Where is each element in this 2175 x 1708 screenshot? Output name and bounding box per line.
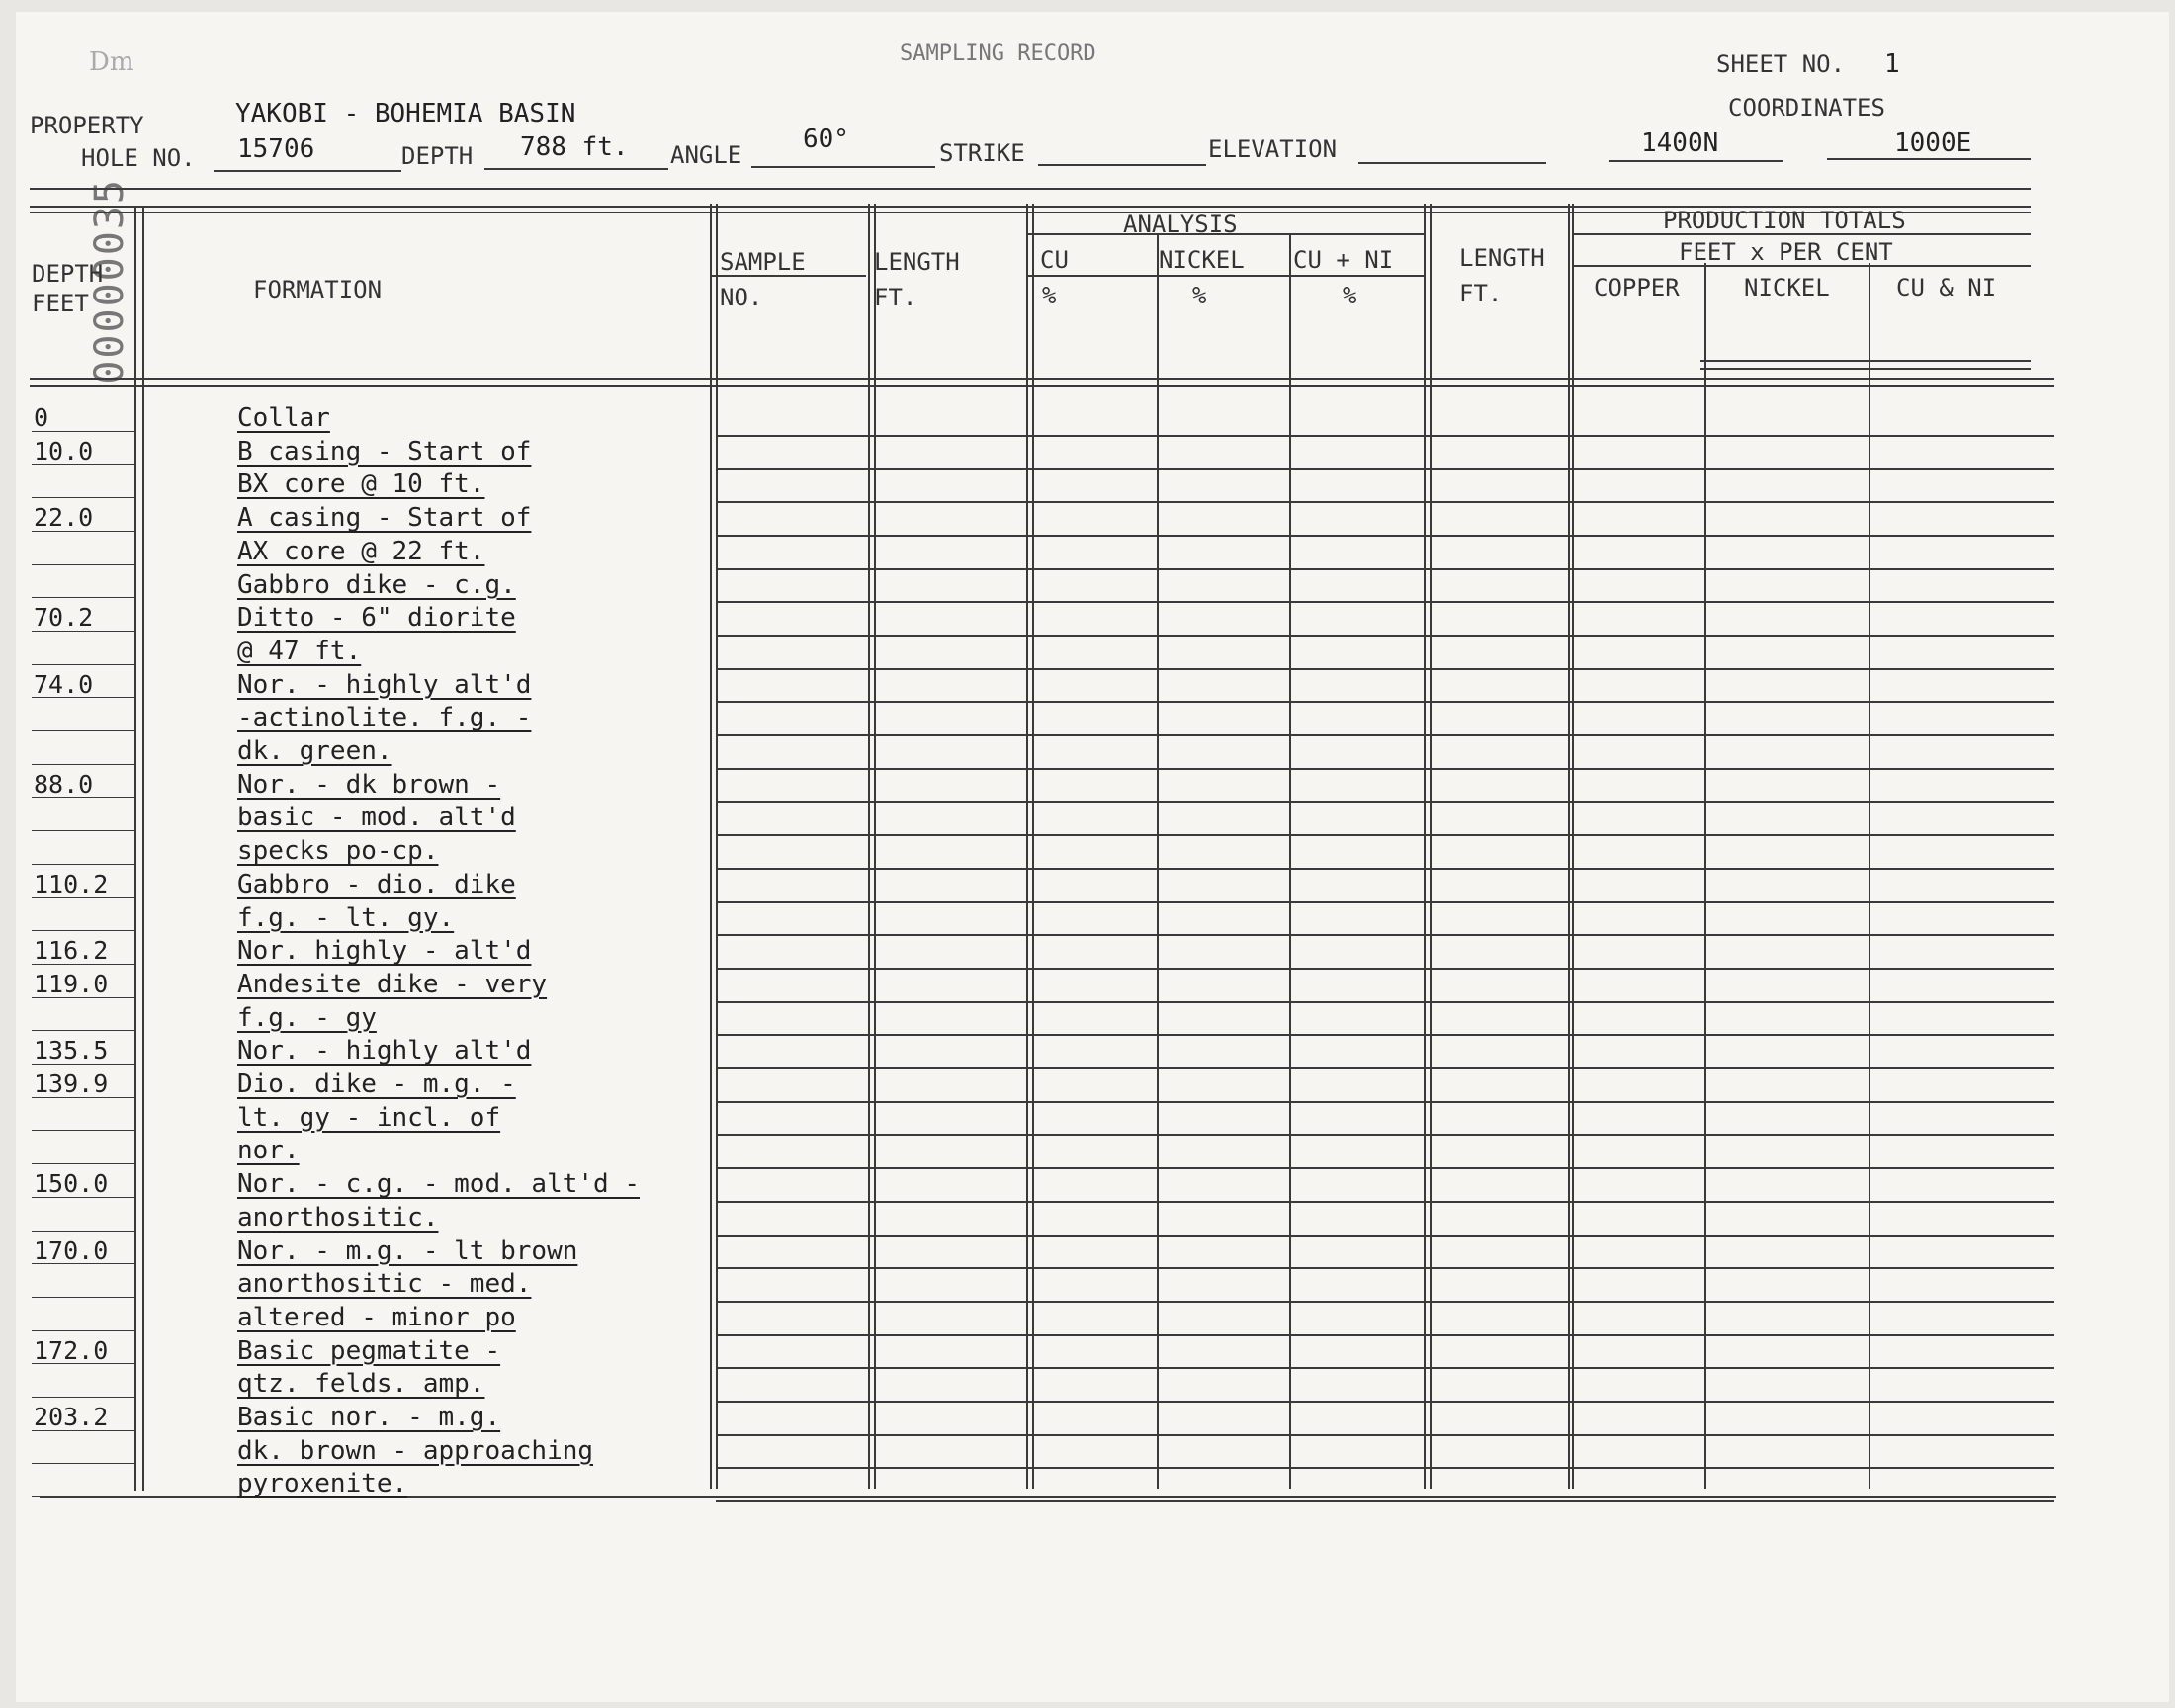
formation-cell: dk. brown - approaching bbox=[237, 1435, 594, 1466]
row-rule bbox=[716, 868, 2054, 870]
row-rule bbox=[716, 1301, 2054, 1303]
depth-cell: 88.0 bbox=[34, 769, 94, 799]
col-length-header: LENGTH bbox=[874, 248, 960, 276]
row-rule bbox=[716, 601, 2054, 603]
row-rule bbox=[716, 1201, 2054, 1203]
formation-cell: Basic pegmatite - bbox=[237, 1335, 501, 1366]
col-depth-unit: FEET bbox=[32, 290, 89, 317]
col-production-header: PRODUCTION TOTALS bbox=[1663, 207, 1906, 234]
depth-rule bbox=[32, 1463, 134, 1464]
strike-label: STRIKE bbox=[939, 139, 1025, 167]
depth-cell: 10.0 bbox=[34, 436, 94, 466]
formation-cell: Dio. dike - m.g. - bbox=[237, 1069, 516, 1099]
depth-rule bbox=[32, 1496, 134, 1497]
formation-cell: Andesite dike - very bbox=[237, 969, 548, 999]
depth-cell: 203.2 bbox=[34, 1403, 109, 1431]
row-rule bbox=[716, 1034, 2054, 1036]
row-rule bbox=[716, 635, 2054, 637]
depth-cell: 22.0 bbox=[34, 503, 94, 533]
depth-rule bbox=[32, 564, 134, 565]
row-rule bbox=[716, 468, 2054, 470]
row-rule bbox=[716, 1167, 2054, 1169]
angle-value: 60° bbox=[803, 125, 849, 154]
depth-rule bbox=[32, 1330, 134, 1331]
formation-cell: nor. bbox=[237, 1136, 300, 1166]
row-rule bbox=[716, 1267, 2054, 1269]
formation-cell: -actinolite. f.g. - bbox=[237, 703, 532, 733]
sheet-no-value: 1 bbox=[1884, 49, 1900, 79]
col-production-subheader: FEET x PER CENT bbox=[1679, 238, 1893, 266]
row-rule bbox=[716, 968, 2054, 970]
col-cuni-header: CU + NI bbox=[1293, 246, 1394, 274]
row-rule bbox=[716, 701, 2054, 703]
depth-rule bbox=[32, 497, 134, 498]
col-sample-header: SAMPLE bbox=[720, 248, 806, 276]
col-cu-ni-header: CU & NI bbox=[1896, 274, 1997, 301]
depth-rule bbox=[32, 1397, 134, 1398]
depth-rule bbox=[32, 730, 134, 731]
row-rule bbox=[716, 1134, 2054, 1136]
row-rule bbox=[716, 1434, 2054, 1436]
corner-mark: Dm bbox=[89, 47, 134, 77]
depth-cell: 119.0 bbox=[34, 969, 109, 998]
property-label: PROPERTY bbox=[30, 112, 144, 139]
formation-cell: Nor. - highly alt'd bbox=[237, 1036, 532, 1067]
formation-cell: qtz. felds. amp. bbox=[237, 1369, 485, 1400]
col-cuni-unit: % bbox=[1343, 282, 1357, 309]
formation-cell: pyroxenite. bbox=[237, 1469, 408, 1499]
formation-cell: anorthositic - med. bbox=[237, 1269, 532, 1300]
col-cu-unit: % bbox=[1042, 282, 1057, 309]
coordinates-label: COORDINATES bbox=[1728, 94, 1885, 122]
formation-cell: Nor. - m.g. - lt brown bbox=[237, 1236, 578, 1266]
row-rule bbox=[716, 1001, 2054, 1003]
formation-cell: Basic nor. - m.g. bbox=[237, 1403, 501, 1432]
hole-no-value: 15706 bbox=[237, 134, 315, 164]
row-rule bbox=[716, 1235, 2054, 1237]
depth-cell: 74.0 bbox=[34, 669, 94, 699]
formation-cell: basic - mod. alt'd bbox=[237, 803, 516, 833]
coordinate-north: 1400N bbox=[1641, 128, 1719, 158]
col-nickel2-header: NICKEL bbox=[1744, 274, 1830, 301]
formation-cell: B casing - Start of bbox=[237, 436, 532, 467]
sheet-no-label: SHEET NO. bbox=[1716, 50, 1846, 78]
formation-cell: altered - minor po bbox=[237, 1302, 516, 1332]
row-rule bbox=[716, 734, 2054, 736]
row-rule bbox=[716, 834, 2054, 836]
depth-rule bbox=[32, 597, 134, 598]
row-rule bbox=[716, 1367, 2054, 1369]
depth-cell: 116.2 bbox=[34, 936, 109, 966]
row-rule bbox=[716, 1500, 2054, 1502]
depth-cell: 139.9 bbox=[34, 1069, 109, 1098]
formation-cell: f.g. - lt. gy. bbox=[237, 902, 455, 933]
formation-cell: Gabbro dike - c.g. bbox=[237, 569, 516, 600]
col-depth-header: DEPTH bbox=[32, 260, 104, 288]
row-rule bbox=[716, 1068, 2054, 1069]
formation-cell: f.g. - gy bbox=[237, 1002, 377, 1033]
formation-cell: A casing - Start of bbox=[237, 503, 532, 534]
coordinate-east: 1000E bbox=[1894, 128, 1972, 158]
row-rule bbox=[716, 1401, 2054, 1403]
row-rule bbox=[716, 535, 2054, 537]
row-rule bbox=[716, 801, 2054, 803]
elevation-label: ELEVATION bbox=[1208, 135, 1338, 163]
depth-rule bbox=[32, 1231, 134, 1232]
depth-rule bbox=[32, 1130, 134, 1131]
formation-cell: Ditto - 6" diorite bbox=[237, 603, 516, 634]
col-length-unit: FT. bbox=[874, 284, 917, 311]
depth-rule bbox=[32, 664, 134, 665]
depth-cell: 150.0 bbox=[34, 1169, 109, 1199]
col-copper-header: COPPER bbox=[1594, 274, 1680, 301]
depth-cell: 135.5 bbox=[34, 1036, 109, 1066]
depth-value: 788 ft. bbox=[520, 132, 629, 162]
formation-cell: anorthositic. bbox=[237, 1202, 439, 1233]
row-rule bbox=[716, 768, 2054, 770]
row-rule bbox=[716, 901, 2054, 903]
depth-cell: 110.2 bbox=[34, 869, 109, 898]
depth-cell: 172.0 bbox=[34, 1335, 109, 1365]
row-rule bbox=[716, 501, 2054, 503]
property-value: YAKOBI - BOHEMIA BASIN bbox=[235, 99, 576, 128]
depth-rule bbox=[32, 830, 134, 831]
formation-cell: Nor. - c.g. - mod. alt'd - bbox=[237, 1169, 640, 1200]
depth-rule bbox=[32, 864, 134, 865]
formation-cell: Gabbro - dio. dike bbox=[237, 869, 516, 899]
formation-cell: @ 47 ft. bbox=[237, 636, 362, 666]
angle-label: ANGLE bbox=[670, 141, 742, 169]
col-formation-header: FORMATION bbox=[253, 276, 383, 303]
depth-rule bbox=[32, 1297, 134, 1298]
row-rule bbox=[716, 1334, 2054, 1336]
row-rule bbox=[716, 934, 2054, 936]
col-sample-unit: NO. bbox=[720, 284, 763, 311]
formation-cell: Collar bbox=[237, 403, 330, 433]
row-rule bbox=[716, 1101, 2054, 1103]
formation-cell: Nor. - dk brown - bbox=[237, 769, 501, 800]
form-title: SAMPLING RECORD bbox=[900, 42, 1096, 66]
depth-cell: 0 bbox=[34, 403, 49, 432]
row-rule bbox=[716, 435, 2054, 437]
hole-no-label: HOLE NO. bbox=[81, 144, 196, 172]
formation-cell: BX core @ 10 ft. bbox=[237, 470, 485, 500]
formation-cell: Nor. - highly alt'd bbox=[237, 669, 532, 700]
depth-rule bbox=[32, 930, 134, 931]
formation-cell: Nor. highly - alt'd bbox=[237, 936, 532, 967]
depth-cell: 70.2 bbox=[34, 603, 94, 633]
row-rule bbox=[716, 668, 2054, 670]
depth-label: DEPTH bbox=[401, 142, 474, 170]
formation-cell: dk. green. bbox=[237, 736, 392, 766]
depth-rule bbox=[32, 1030, 134, 1031]
formation-cell: AX core @ 22 ft. bbox=[237, 536, 485, 566]
row-rule bbox=[716, 1467, 2054, 1469]
col-analysis-header: ANALYSIS bbox=[1123, 211, 1238, 238]
depth-rule bbox=[32, 1163, 134, 1164]
depth-rule bbox=[32, 764, 134, 765]
col-nickel-unit: % bbox=[1192, 282, 1207, 309]
col-cu-header: CU bbox=[1040, 246, 1069, 274]
col-nickel-header: NICKEL bbox=[1159, 246, 1245, 274]
depth-cell: 170.0 bbox=[34, 1236, 109, 1265]
col-length2-unit: FT. bbox=[1459, 280, 1503, 307]
row-rule bbox=[716, 568, 2054, 570]
formation-cell: specks po-cp. bbox=[237, 836, 439, 867]
formation-cell: lt. gy - incl. of bbox=[237, 1102, 501, 1133]
document-stamp: 00000035 bbox=[87, 178, 132, 384]
col-length2-header: LENGTH bbox=[1459, 244, 1545, 272]
